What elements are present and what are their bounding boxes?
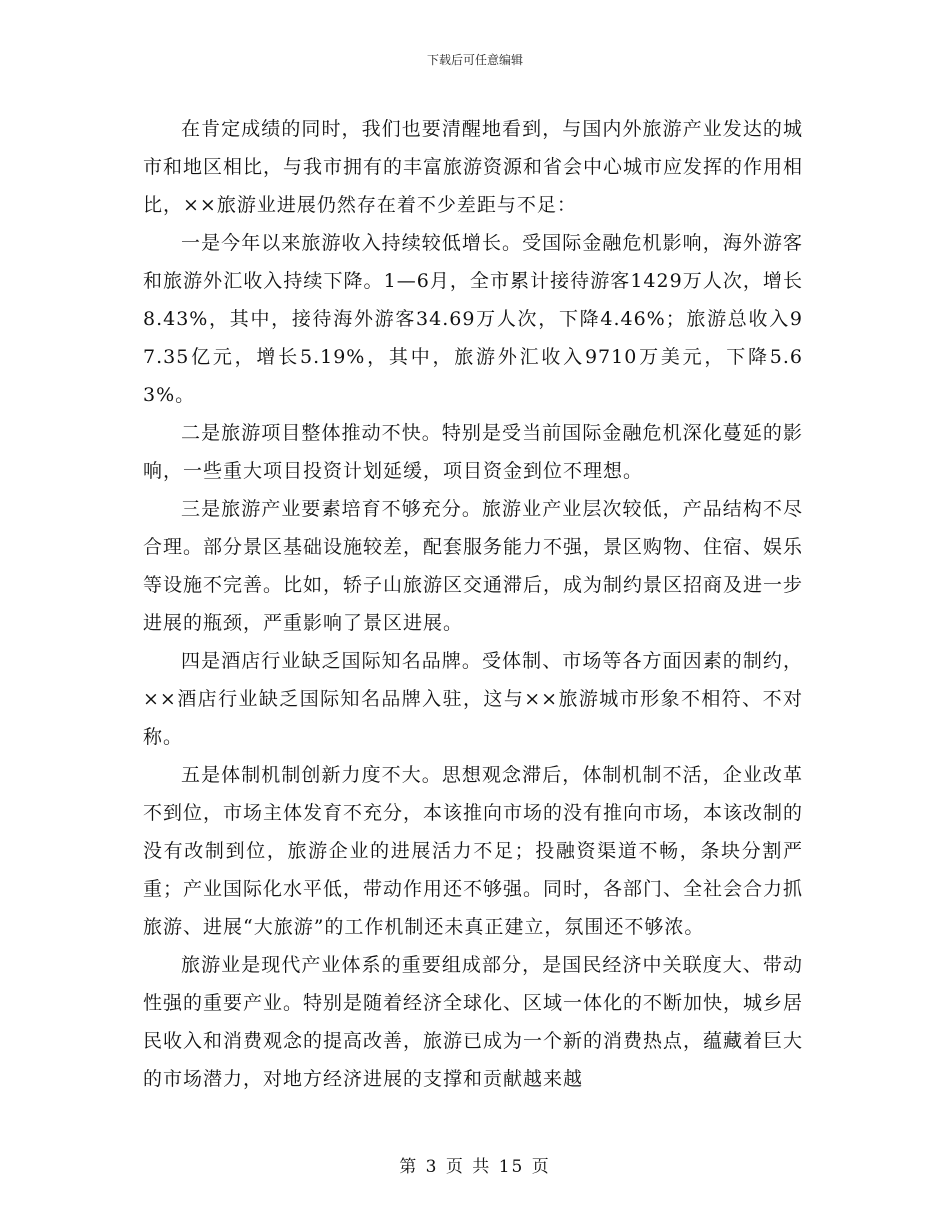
paragraph: 五是体制机制创新力度不大。思想观念滞后，体制机制不活，企业改革不到位，市场主体发育不充分，本该推向市场的没有推向市场，本该改制的没有改制到位，旅游企业的进展活力不足；投融资渠道不畅，条块分割严重；产业国际化水平低，带动作用还不够强。同时，各部门、全社会合力抓旅游、进展“大旅游”的工作机制还未真正建立，氛围还不够浓。 bbox=[143, 764, 804, 938]
page-header: 下载后可任意编辑 bbox=[426, 53, 523, 67]
paragraph: 四是酒店行业缺乏国际知名品牌。受体制、市场等各方面因素的制约，××酒店行业缺乏国际知名品牌入驻，这与××旅游城市形象不相符、不对称。 bbox=[143, 650, 803, 748]
document-body bbox=[143, 110, 803, 1098]
paragraph: 旅游业是现代产业体系的重要组成部分，是国民经济中关联度大、带动性强的重要产业。特别是随着经济全球化、区域一体化的不断加快，城乡居民收入和消费观念的提高改善，旅游已成为一个新的消费热点，蕴藏着巨大的市场潜力，对地方经济进展的支撑和贡献越来越 bbox=[143, 954, 804, 1090]
page-number: 第 3 页 共 15 页 bbox=[399, 1157, 551, 1177]
paragraph: 二是旅游项目整体推动不快。特别是受当前国际金融危机深化蔓延的影响，一些重大项目投资计划延缓，项目资金到位不理想。 bbox=[143, 422, 803, 482]
paragraph: 三是旅游产业要素培育不够充分。旅游业产业层次较低，产品结构不尽合理。部分景区基础设施较差，配套服务能力不强，景区购物、住宿、娱乐等设施不完善。比如，轿子山旅游区交通滞后，成为制约景区招商及进一步进展的瓶颈，严重影响了景区进展。 bbox=[143, 498, 804, 634]
paragraph: 在肯定成绩的同时，我们也要清醒地看到，与国内外旅游产业发达的城市和地区相比，与我市拥有的丰富旅游资源和省会中心城市应发挥的作用相比，××旅游业进展仍然存在着不少差距与不足： bbox=[143, 118, 804, 216]
paragraph: 一是今年以来旅游收入持续较低增长。受国际金融危机影响，海外游客和旅游外汇收入持续下降。1—6月，全市累计接待游客1429万人次，增长8.43%，其中，接待海外游客34.69万人次，下降4.46%；旅游总收入97.35亿元，增长5.19%，其中，旅游外汇收入9710万美元，下降5.63%。 bbox=[143, 232, 803, 406]
